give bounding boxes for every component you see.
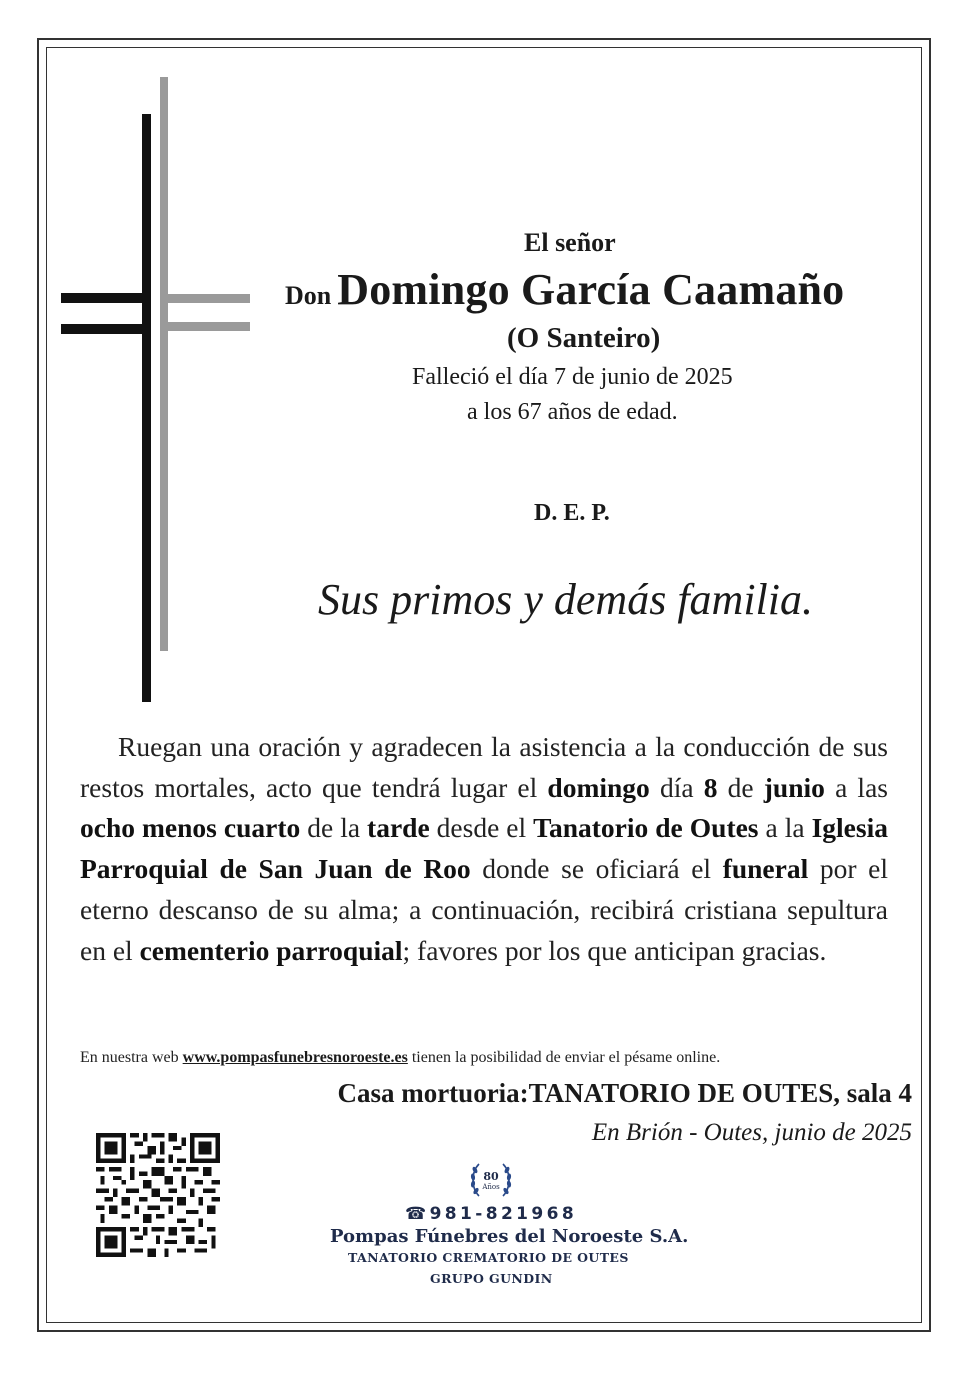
body-text: donde se oficiará el xyxy=(470,853,723,885)
deceased-name-line xyxy=(285,264,844,315)
intro-label: El señor xyxy=(524,228,616,257)
qr-code[interactable] xyxy=(96,1133,220,1257)
web-note-prefix: En nuestra web xyxy=(80,1049,183,1066)
tanatorio-name: TANATORIO CREMATORIO DE OUTES xyxy=(348,1250,629,1265)
body-bold: tarde xyxy=(367,812,430,844)
body-text: Ruegan una oración y agradecen la asistencia a la conducción de sus restos mortales, acto que tendrá lugar el xyxy=(80,731,888,803)
group-name: GRUPO GUNDIN xyxy=(430,1271,553,1286)
body-bold: funeral xyxy=(722,853,809,885)
web-note xyxy=(80,1049,720,1067)
family-line: Sus primos y demás familia. xyxy=(318,575,813,624)
cross-black-vertical xyxy=(142,114,151,702)
body-bold: cementerio parroquial xyxy=(139,934,403,966)
cross-black-top-bar xyxy=(61,293,151,303)
body-bold: Iglesia Parroquial de San Juan de Roo xyxy=(80,812,888,885)
badge-number: 80 xyxy=(483,1170,499,1183)
body-bold: junio xyxy=(763,771,825,803)
body-bold: ocho menos cuarto xyxy=(80,812,301,844)
ceremony-paragraph xyxy=(80,727,888,971)
honorific: Don xyxy=(285,281,332,310)
body-bold: 8 xyxy=(703,771,718,803)
body-text: a las xyxy=(824,771,888,803)
company-name: Pompas Fúnebres del Noroeste S.A. xyxy=(330,1226,689,1247)
age-line: a los 67 años de edad. xyxy=(467,399,678,425)
deceased-name: Domingo García Caamaño xyxy=(337,265,845,314)
casa-mortuoria: Casa mortuoria:TANATORIO DE OUTES, sala 4 xyxy=(337,1078,912,1108)
phone-number: 981-821968 xyxy=(429,1204,578,1224)
dep-line: D. E. P. xyxy=(534,500,610,526)
nickname: (O Santeiro) xyxy=(507,322,661,354)
body-text: desde el xyxy=(429,812,534,844)
cross-grey-top-bar xyxy=(160,294,250,303)
body-text: por el eterno descanso de su alma; a continuación, recibirá cristiana sepultura en el xyxy=(80,853,888,966)
website-link[interactable]: www.pompasfunebresnoroeste.es xyxy=(182,1049,408,1066)
web-note-suffix: tienen la posibilidad de enviar el pésame online. xyxy=(407,1049,721,1066)
body-text: ; favores por los que anticipan gracias. xyxy=(402,934,827,966)
body-text: día xyxy=(649,771,704,803)
cross-black-bottom-bar xyxy=(61,324,151,334)
body-text: de xyxy=(717,771,764,803)
badge-word: Años xyxy=(482,1183,500,1191)
body-text: de la xyxy=(300,812,368,844)
phone-icon: ☎ xyxy=(405,1204,430,1224)
cross-grey-vertical xyxy=(160,77,168,651)
place-date: En Brión - Outes, junio de 2025 xyxy=(591,1119,912,1146)
body-text: a la xyxy=(758,812,812,844)
phone-line xyxy=(405,1204,577,1224)
cross-grey-bottom-bar xyxy=(160,322,250,331)
death-date: Falleció el día 7 de junio de 2025 xyxy=(412,364,733,390)
body-bold: Tanatorio de Outes xyxy=(533,812,759,844)
body-bold: domingo xyxy=(547,771,650,803)
anniversary-badge xyxy=(467,1156,515,1204)
